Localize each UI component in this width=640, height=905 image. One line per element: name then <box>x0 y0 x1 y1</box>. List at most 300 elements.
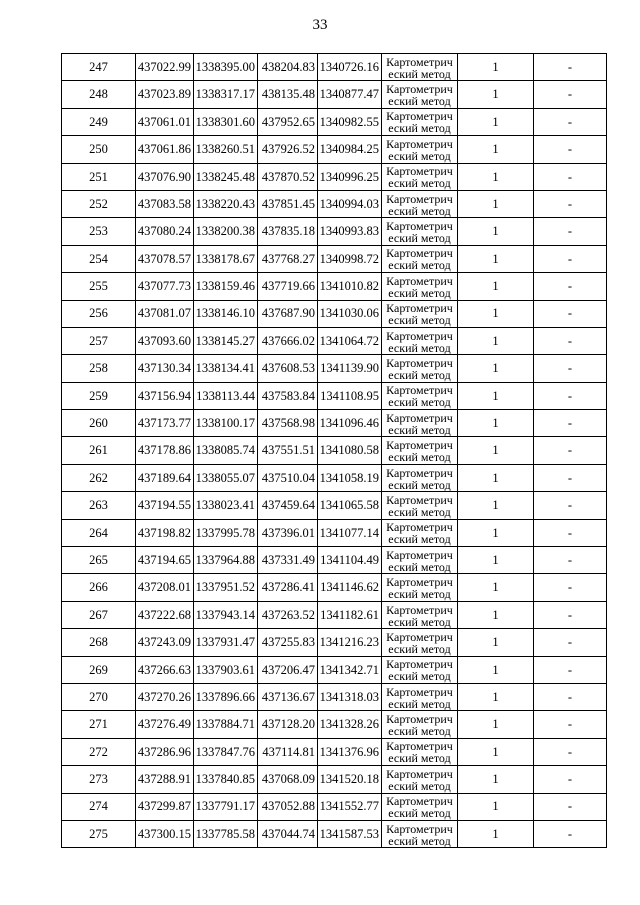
method-text-line2: еский метод <box>388 231 451 246</box>
method-text-line2: еский метод <box>388 614 451 629</box>
description-cell: - <box>534 163 607 190</box>
y-new-cell: 1341030.06 <box>318 300 382 327</box>
table-row <box>62 683 607 710</box>
description-cell: - <box>534 601 607 628</box>
method-text-line1: Картометрич <box>386 273 453 288</box>
y-new-cell: 1341328.26 <box>318 711 382 738</box>
accuracy-cell: 1 <box>458 629 534 656</box>
point-number-cell: 271 <box>62 711 136 738</box>
accuracy-cell: 1 <box>458 81 534 108</box>
y-new-cell: 1341080.58 <box>318 437 382 464</box>
description-cell: - <box>534 54 607 81</box>
x-new-cell: 437114.81 <box>258 738 318 765</box>
description-cell: - <box>534 108 607 135</box>
y-new-cell: 1341096.46 <box>318 410 382 437</box>
method-cell <box>382 820 458 847</box>
y-old-cell: 1338301.60 <box>194 108 258 135</box>
description-cell: - <box>534 711 607 738</box>
y-new-cell: 1341342.71 <box>318 656 382 683</box>
accuracy-cell: 1 <box>458 547 534 574</box>
method-cell <box>382 656 458 683</box>
table-row <box>62 519 607 546</box>
y-old-cell: 1337931.47 <box>194 629 258 656</box>
point-number-cell: 255 <box>62 273 136 300</box>
y-old-cell: 1338159.46 <box>194 273 258 300</box>
method-text-line1: Картометрич <box>386 739 453 754</box>
x-new-cell: 437068.09 <box>258 766 318 793</box>
x-old-cell: 437198.82 <box>136 519 194 546</box>
x-old-cell: 437288.91 <box>136 766 194 793</box>
method-text-line2: еский метод <box>388 504 451 519</box>
method-cell <box>382 519 458 546</box>
point-number-cell: 247 <box>62 54 136 81</box>
description-cell: - <box>534 81 607 108</box>
x-new-cell: 437396.01 <box>258 519 318 546</box>
point-number-cell: 250 <box>62 136 136 163</box>
description-cell: - <box>534 656 607 683</box>
y-old-cell: 1337791.17 <box>194 793 258 820</box>
accuracy-cell: 1 <box>458 273 534 300</box>
table-row <box>62 327 607 354</box>
y-old-cell: 1337847.76 <box>194 738 258 765</box>
y-new-cell: 1341077.14 <box>318 519 382 546</box>
point-number-cell: 251 <box>62 163 136 190</box>
method-text-line1: Картометрич <box>386 438 453 453</box>
x-old-cell: 437156.94 <box>136 382 194 409</box>
description-cell: - <box>534 190 607 217</box>
point-number-cell: 272 <box>62 738 136 765</box>
x-new-cell: 437510.04 <box>258 464 318 491</box>
description-cell: - <box>534 683 607 710</box>
description-cell: - <box>534 766 607 793</box>
table-row <box>62 81 607 108</box>
y-old-cell: 1337785.58 <box>194 820 258 847</box>
method-cell <box>382 218 458 245</box>
method-cell <box>382 492 458 519</box>
x-new-cell: 437128.20 <box>258 711 318 738</box>
y-old-cell: 1337903.61 <box>194 656 258 683</box>
y-new-cell: 1340994.03 <box>318 190 382 217</box>
method-text-line1: Картометрич <box>386 301 453 316</box>
table-row <box>62 793 607 820</box>
x-new-cell: 437608.53 <box>258 355 318 382</box>
coordinates-table <box>61 53 607 848</box>
method-cell <box>382 464 458 491</box>
accuracy-cell: 1 <box>458 711 534 738</box>
accuracy-cell: 1 <box>458 519 534 546</box>
method-text-line2: еский метод <box>388 148 451 163</box>
description-cell: - <box>534 410 607 437</box>
accuracy-cell: 1 <box>458 437 534 464</box>
y-new-cell: 1341216.23 <box>318 629 382 656</box>
x-new-cell: 437551.51 <box>258 437 318 464</box>
point-number-cell: 261 <box>62 437 136 464</box>
x-new-cell: 437583.84 <box>258 382 318 409</box>
x-old-cell: 437286.96 <box>136 738 194 765</box>
table-row <box>62 738 607 765</box>
method-text-line2: еский метод <box>388 258 451 273</box>
point-number-cell: 275 <box>62 820 136 847</box>
point-number-cell: 248 <box>62 81 136 108</box>
y-old-cell: 1337884.71 <box>194 711 258 738</box>
description-cell: - <box>534 519 607 546</box>
y-old-cell: 1338023.41 <box>194 492 258 519</box>
method-cell <box>382 327 458 354</box>
x-old-cell: 437243.09 <box>136 629 194 656</box>
method-text-line1: Картометрич <box>386 109 453 124</box>
point-number-cell: 252 <box>62 190 136 217</box>
method-text-line2: еский метод <box>388 176 451 191</box>
x-old-cell: 437061.01 <box>136 108 194 135</box>
description-cell: - <box>534 273 607 300</box>
method-cell <box>382 738 458 765</box>
accuracy-cell: 1 <box>458 54 534 81</box>
method-text-line1: Картометрич <box>386 492 453 507</box>
point-number-cell: 260 <box>62 410 136 437</box>
method-text-line1: Картометрич <box>386 575 453 590</box>
method-text-line1: Картометрич <box>386 520 453 535</box>
method-cell <box>382 300 458 327</box>
y-new-cell: 1340982.55 <box>318 108 382 135</box>
method-cell <box>382 601 458 628</box>
description-cell: - <box>534 738 607 765</box>
method-cell <box>382 793 458 820</box>
method-text-line1: Картометрич <box>386 383 453 398</box>
table-row <box>62 711 607 738</box>
x-old-cell: 437173.77 <box>136 410 194 437</box>
point-number-cell: 254 <box>62 245 136 272</box>
table-row <box>62 218 607 245</box>
x-new-cell: 437206.47 <box>258 656 318 683</box>
x-old-cell: 437178.86 <box>136 437 194 464</box>
accuracy-cell: 1 <box>458 683 534 710</box>
table-row <box>62 163 607 190</box>
description-cell: - <box>534 136 607 163</box>
y-old-cell: 1338146.10 <box>194 300 258 327</box>
point-number-cell: 259 <box>62 382 136 409</box>
y-new-cell: 1341058.19 <box>318 464 382 491</box>
point-number-cell: 256 <box>62 300 136 327</box>
y-new-cell: 1340726.16 <box>318 54 382 81</box>
y-new-cell: 1341520.18 <box>318 766 382 793</box>
accuracy-cell: 1 <box>458 574 534 601</box>
accuracy-cell: 1 <box>458 601 534 628</box>
method-text-line2: еский метод <box>388 94 451 109</box>
accuracy-cell: 1 <box>458 410 534 437</box>
y-old-cell: 1337840.85 <box>194 766 258 793</box>
method-text-line2: еский метод <box>388 778 451 793</box>
y-old-cell: 1338317.17 <box>194 81 258 108</box>
accuracy-cell: 1 <box>458 163 534 190</box>
x-old-cell: 437080.24 <box>136 218 194 245</box>
description-cell: - <box>534 437 607 464</box>
description-cell: - <box>534 300 607 327</box>
x-old-cell: 437276.49 <box>136 711 194 738</box>
y-old-cell: 1338100.17 <box>194 410 258 437</box>
x-old-cell: 437266.63 <box>136 656 194 683</box>
x-new-cell: 437952.65 <box>258 108 318 135</box>
method-text-line2: еский метод <box>388 285 451 300</box>
description-cell: - <box>534 355 607 382</box>
description-cell: - <box>534 629 607 656</box>
method-text-line1: Картометрич <box>386 246 453 261</box>
table-row <box>62 355 607 382</box>
method-text-line2: еский метод <box>388 121 451 136</box>
x-new-cell: 438135.48 <box>258 81 318 108</box>
y-old-cell: 1337896.66 <box>194 683 258 710</box>
x-new-cell: 437263.52 <box>258 601 318 628</box>
method-text-line1: Картометрич <box>386 355 453 370</box>
accuracy-cell: 1 <box>458 382 534 409</box>
method-text-line2: еский метод <box>388 587 451 602</box>
y-old-cell: 1338085.74 <box>194 437 258 464</box>
x-old-cell: 437083.58 <box>136 190 194 217</box>
x-new-cell: 437926.52 <box>258 136 318 163</box>
table-row <box>62 273 607 300</box>
table-row <box>62 766 607 793</box>
x-old-cell: 437076.90 <box>136 163 194 190</box>
description-cell: - <box>534 574 607 601</box>
y-old-cell: 1338220.43 <box>194 190 258 217</box>
accuracy-cell: 1 <box>458 245 534 272</box>
y-old-cell: 1337951.52 <box>194 574 258 601</box>
description-cell: - <box>534 464 607 491</box>
point-number-cell: 257 <box>62 327 136 354</box>
y-new-cell: 1341182.61 <box>318 601 382 628</box>
x-new-cell: 437835.18 <box>258 218 318 245</box>
y-old-cell: 1338178.67 <box>194 245 258 272</box>
x-old-cell: 437300.15 <box>136 820 194 847</box>
method-text-line1: Картометрич <box>386 82 453 97</box>
y-old-cell: 1338055.07 <box>194 464 258 491</box>
y-old-cell: 1338260.51 <box>194 136 258 163</box>
y-new-cell: 1340998.72 <box>318 245 382 272</box>
x-old-cell: 437093.60 <box>136 327 194 354</box>
method-text-line2: еский метод <box>388 559 451 574</box>
point-number-cell: 263 <box>62 492 136 519</box>
table-row <box>62 464 607 491</box>
y-new-cell: 1340996.25 <box>318 163 382 190</box>
y-old-cell: 1338113.44 <box>194 382 258 409</box>
method-text-line2: еский метод <box>388 450 451 465</box>
method-cell <box>382 382 458 409</box>
table-row <box>62 245 607 272</box>
table-row <box>62 820 607 847</box>
point-number-cell: 269 <box>62 656 136 683</box>
x-new-cell: 437044.74 <box>258 820 318 847</box>
method-text-line1: Картометрич <box>386 410 453 425</box>
method-cell <box>382 629 458 656</box>
method-text-line2: еский метод <box>388 696 451 711</box>
method-text-line2: еский метод <box>388 313 451 328</box>
y-new-cell: 1341146.62 <box>318 574 382 601</box>
point-number-cell: 258 <box>62 355 136 382</box>
method-cell <box>382 711 458 738</box>
y-old-cell: 1338134.41 <box>194 355 258 382</box>
x-old-cell: 437023.89 <box>136 81 194 108</box>
table-row <box>62 410 607 437</box>
x-new-cell: 437286.41 <box>258 574 318 601</box>
method-cell <box>382 163 458 190</box>
table-row <box>62 574 607 601</box>
table-row <box>62 382 607 409</box>
method-text-line1: Картометрич <box>386 602 453 617</box>
method-cell <box>382 355 458 382</box>
x-new-cell: 437255.83 <box>258 629 318 656</box>
accuracy-cell: 1 <box>458 300 534 327</box>
x-old-cell: 437081.07 <box>136 300 194 327</box>
y-new-cell: 1341108.95 <box>318 382 382 409</box>
accuracy-cell: 1 <box>458 136 534 163</box>
method-text-line1: Картометрич <box>386 657 453 672</box>
method-text-line2: еский метод <box>388 669 451 684</box>
y-new-cell: 1341010.82 <box>318 273 382 300</box>
y-new-cell: 1340877.47 <box>318 81 382 108</box>
point-number-cell: 253 <box>62 218 136 245</box>
table-row <box>62 136 607 163</box>
y-old-cell: 1337943.14 <box>194 601 258 628</box>
x-new-cell: 437687.90 <box>258 300 318 327</box>
accuracy-cell: 1 <box>458 355 534 382</box>
method-text-line2: еский метод <box>388 724 451 739</box>
x-old-cell: 437078.57 <box>136 245 194 272</box>
x-old-cell: 437077.73 <box>136 273 194 300</box>
y-new-cell: 1341065.58 <box>318 492 382 519</box>
description-cell: - <box>534 820 607 847</box>
method-cell <box>382 136 458 163</box>
method-text-line1: Картометрич <box>386 547 453 562</box>
y-old-cell: 1338395.00 <box>194 54 258 81</box>
method-text-line1: Картометрич <box>386 766 453 781</box>
description-cell: - <box>534 218 607 245</box>
x-new-cell: 437568.98 <box>258 410 318 437</box>
point-number-cell: 264 <box>62 519 136 546</box>
table-row <box>62 108 607 135</box>
x-old-cell: 437061.86 <box>136 136 194 163</box>
y-new-cell: 1340993.83 <box>318 218 382 245</box>
point-number-cell: 268 <box>62 629 136 656</box>
y-old-cell: 1338200.38 <box>194 218 258 245</box>
y-old-cell: 1338245.48 <box>194 163 258 190</box>
accuracy-cell: 1 <box>458 492 534 519</box>
x-new-cell: 437719.66 <box>258 273 318 300</box>
method-cell <box>382 683 458 710</box>
x-old-cell: 437194.65 <box>136 547 194 574</box>
method-text-line1: Картометрич <box>386 219 453 234</box>
accuracy-cell: 1 <box>458 656 534 683</box>
y-old-cell: 1337964.88 <box>194 547 258 574</box>
x-new-cell: 437459.64 <box>258 492 318 519</box>
method-text-line2: еский метод <box>388 367 451 382</box>
method-text-line1: Картометрич <box>386 794 453 809</box>
description-cell: - <box>534 492 607 519</box>
point-number-cell: 274 <box>62 793 136 820</box>
method-cell <box>382 190 458 217</box>
x-old-cell: 437299.87 <box>136 793 194 820</box>
accuracy-cell: 1 <box>458 766 534 793</box>
point-number-cell: 266 <box>62 574 136 601</box>
x-new-cell: 437666.02 <box>258 327 318 354</box>
x-old-cell: 437130.34 <box>136 355 194 382</box>
method-text-line2: еский метод <box>388 641 451 656</box>
table-row <box>62 601 607 628</box>
x-old-cell: 437194.55 <box>136 492 194 519</box>
method-text-line1: Картометрич <box>386 164 453 179</box>
y-new-cell: 1341318.03 <box>318 683 382 710</box>
y-new-cell: 1341376.96 <box>318 738 382 765</box>
method-text-line2: еский метод <box>388 340 451 355</box>
table-row <box>62 190 607 217</box>
method-cell <box>382 574 458 601</box>
method-text-line2: еский метод <box>388 806 451 821</box>
point-number-cell: 265 <box>62 547 136 574</box>
method-text-line2: еский метод <box>388 422 451 437</box>
method-text-line1: Картометрич <box>386 191 453 206</box>
method-text-line2: еский метод <box>388 395 451 410</box>
table-row <box>62 547 607 574</box>
method-text-line2: еский метод <box>388 751 451 766</box>
y-new-cell: 1341552.77 <box>318 793 382 820</box>
method-cell <box>382 437 458 464</box>
x-new-cell: 437331.49 <box>258 547 318 574</box>
method-text-line1: Картометрич <box>386 136 453 151</box>
accuracy-cell: 1 <box>458 793 534 820</box>
accuracy-cell: 1 <box>458 327 534 354</box>
method-text-line2: еский метод <box>388 203 451 218</box>
y-new-cell: 1341064.72 <box>318 327 382 354</box>
x-old-cell: 437222.68 <box>136 601 194 628</box>
point-number-cell: 267 <box>62 601 136 628</box>
x-new-cell: 437136.67 <box>258 683 318 710</box>
accuracy-cell: 1 <box>458 820 534 847</box>
method-cell <box>382 81 458 108</box>
x-new-cell: 437052.88 <box>258 793 318 820</box>
method-text-line1: Картометрич <box>386 821 453 836</box>
method-text-line1: Картометрич <box>386 328 453 343</box>
y-old-cell: 1338145.27 <box>194 327 258 354</box>
description-cell: - <box>534 327 607 354</box>
method-text-line2: еский метод <box>388 833 451 848</box>
x-new-cell: 438204.83 <box>258 54 318 81</box>
x-old-cell: 437208.01 <box>136 574 194 601</box>
accuracy-cell: 1 <box>458 738 534 765</box>
method-text-line2: еский метод <box>388 66 451 81</box>
method-cell <box>382 273 458 300</box>
point-number-cell: 273 <box>62 766 136 793</box>
y-new-cell: 1341104.49 <box>318 547 382 574</box>
y-new-cell: 1341587.53 <box>318 820 382 847</box>
method-text-line1: Картометрич <box>386 465 453 480</box>
method-text-line1: Картометрич <box>386 54 453 69</box>
y-new-cell: 1341139.90 <box>318 355 382 382</box>
method-text-line1: Картометрич <box>386 684 453 699</box>
method-cell <box>382 108 458 135</box>
y-old-cell: 1337995.78 <box>194 519 258 546</box>
point-number-cell: 270 <box>62 683 136 710</box>
x-old-cell: 437189.64 <box>136 464 194 491</box>
x-new-cell: 437870.52 <box>258 163 318 190</box>
method-text-line1: Картометрич <box>386 712 453 727</box>
method-cell <box>382 54 458 81</box>
x-old-cell: 437022.99 <box>136 54 194 81</box>
accuracy-cell: 1 <box>458 108 534 135</box>
method-text-line1: Картометрич <box>386 629 453 644</box>
table-row <box>62 656 607 683</box>
description-cell: - <box>534 245 607 272</box>
accuracy-cell: 1 <box>458 218 534 245</box>
y-new-cell: 1340984.25 <box>318 136 382 163</box>
accuracy-cell: 1 <box>458 190 534 217</box>
